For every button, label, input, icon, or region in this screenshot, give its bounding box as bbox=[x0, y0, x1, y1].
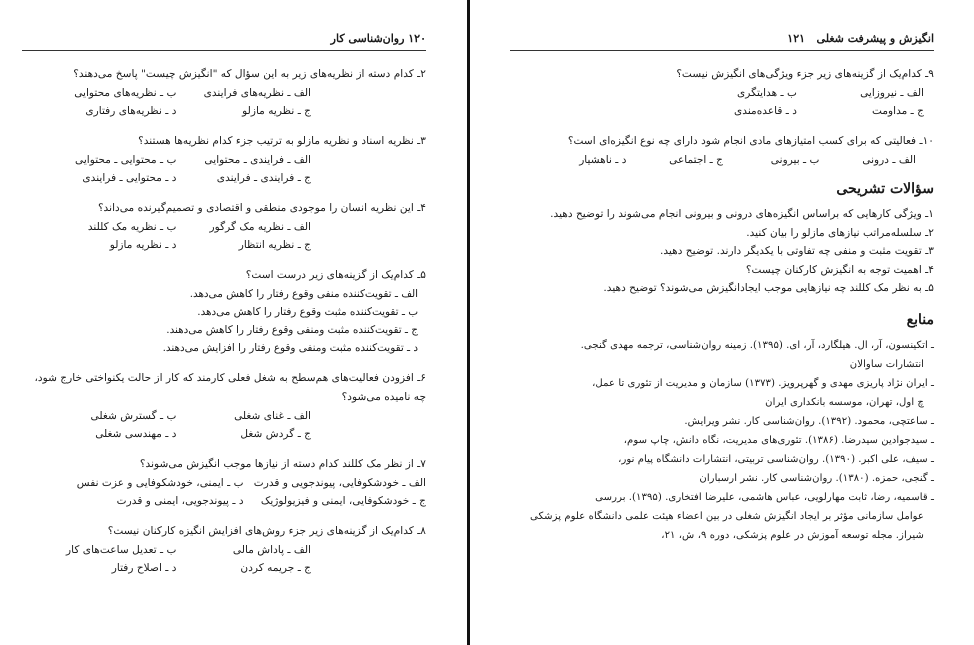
reference-item bbox=[510, 374, 934, 412]
question-5 bbox=[22, 266, 426, 357]
right-page-title: انگیزش و پیشرفت شغلی bbox=[816, 31, 934, 45]
option-a: الف ـ پاداش مالی bbox=[232, 544, 311, 556]
reference-continuation: چ اول، تهران، موسسه بانکداری ایران bbox=[765, 396, 924, 408]
left-page-header bbox=[22, 30, 426, 46]
right-page-number: ۱۲۱ bbox=[787, 31, 806, 45]
question-options bbox=[22, 474, 426, 510]
question-options bbox=[22, 151, 426, 187]
option-b: ب ـ گسترش شغلی bbox=[90, 410, 177, 422]
option-a: الف ـ غنای شغلی bbox=[234, 410, 311, 422]
right-page-header bbox=[510, 30, 934, 46]
question-text: ۶ـ افزودن فعالیت‌های هم‌سطح به شغل فعلی کارمند که کار از حالت یکنواختی خارج شود، چه نامیده می‌شود؟ bbox=[34, 372, 426, 403]
option-d: د ـ نظریه‌های رفتاری bbox=[85, 105, 177, 117]
reference-item bbox=[510, 469, 934, 488]
question-2 bbox=[22, 65, 426, 120]
question-text: ۸ـ کدام‌یک از گزینه‌های زیر جزء روش‌های افزایش انگیزه کارکنان نیست؟ bbox=[107, 525, 426, 537]
question-text: ۵ـ کدام‌یک از گزینه‌های زیر درست است؟ bbox=[245, 269, 426, 281]
reference-item bbox=[510, 412, 934, 431]
references-title: منابع bbox=[906, 311, 934, 328]
descriptive-item: ۳ـ تقویت مثبت و منفی چه تفاوتی با یکدیگر دارند. توضیح دهید. bbox=[660, 245, 934, 257]
question-text: ۲ـ کدام دسته از نظریه‌های زیر به این سؤال که "انگیزش چیست" پاسخ می‌دهند؟ bbox=[73, 68, 426, 80]
option-b: ب ـ بیرونی bbox=[770, 154, 820, 166]
descriptive-item: ۱ـ ویژگی کارهایی که براساس انگیزه‌های درونی و بیرونی انجام می‌شوند را توضیح دهید. bbox=[550, 208, 934, 220]
option-a: الف ـ تقویت‌کننده منفی وقوع رفتار را کاهش می‌دهد. bbox=[189, 288, 418, 300]
descriptive-item: ۵ـ به نظر مک کللند چه نیازهایی موجب ایجادانگیزش می‌شوند؟ توضیح دهید. bbox=[603, 282, 934, 294]
reference-text: ـ سیدجوادین سیدرضا. (۱۳۸۶). تئوری‌های مدیریت، نگاه دانش، چاپ سوم، bbox=[623, 434, 934, 446]
question-options bbox=[22, 218, 426, 254]
question-options bbox=[22, 541, 426, 577]
option-d: د ـ تقویت‌کننده مثبت ومنفی وقوع رفتار را افزایش می‌دهند. bbox=[162, 342, 418, 354]
option-d: د ـ محتوایی ـ فرایندی bbox=[82, 172, 177, 184]
question-7 bbox=[22, 455, 426, 510]
option-d: د ـ قاعده‌مندی bbox=[733, 105, 797, 117]
option-c: ج ـ مداومت bbox=[871, 105, 924, 117]
question-text: ۹ـ کدام‌یک از گزینه‌های زیر جزء ویژگی‌های انگیزش نیست؟ bbox=[676, 68, 934, 80]
option-d: د ـ مهندسی شغلی bbox=[95, 428, 177, 440]
references-list bbox=[510, 336, 934, 545]
reference-text: ـ ایران نژاد پاریزی مهدی و گهرپرویز. (۱۳۷۳) سازمان و مدیریت از تئوری تا عمل، bbox=[592, 377, 934, 389]
question-options bbox=[510, 84, 934, 120]
descriptive-questions-title: سؤالات تشریحی bbox=[836, 181, 934, 197]
question-options bbox=[22, 285, 426, 357]
question-text: ۳ـ نظریه اسناد و نظریه مازلو به ترتیب جزء کدام نظریه‌ها هستند؟ bbox=[138, 135, 426, 147]
header-rule bbox=[22, 50, 426, 51]
reference-text: ـ اتکینسون، آر، ال. هیلگارد، آر، ای. (۱۳۹۵). زمینه روان‌شناسی، ترجمه مهدی گنجی. bbox=[580, 339, 934, 351]
option-a: الف ـ فرایندی ـ محتوایی bbox=[204, 154, 311, 166]
question-3 bbox=[22, 132, 426, 187]
reference-item bbox=[510, 450, 934, 469]
left-page bbox=[0, 0, 452, 645]
option-a: الف ـ نظریه مک گرگور bbox=[209, 221, 311, 233]
question-8 bbox=[22, 522, 426, 577]
option-b: ب ـ ایمنی، خودشکوفایی و عزت نفس bbox=[76, 477, 244, 489]
question-options bbox=[22, 84, 426, 120]
option-b: ب ـ تعدیل ساعت‌های کار bbox=[66, 544, 177, 556]
option-b: ب ـ هدایتگری bbox=[736, 87, 797, 99]
option-c: ج ـ نظریه مازلو bbox=[242, 105, 311, 117]
option-b: ب ـ نظریه‌های محتوایی bbox=[74, 87, 177, 99]
option-a: الف ـ نیروزایی bbox=[860, 87, 924, 99]
option-b: ب ـ تقویت‌کننده مثبت وقوع رفتار را کاهش می‌دهد. bbox=[197, 306, 418, 318]
question-9 bbox=[510, 65, 934, 120]
option-b: ب ـ نظریه مک کللند bbox=[87, 221, 177, 233]
left-page-number: ۱۲۰ bbox=[408, 31, 426, 45]
page-divider bbox=[467, 0, 470, 645]
reference-text: ـ سیف، علی اکبر. (۱۳۹۰). روان‌شناسی تربیتی، انتشارات دانشگاه پیام نور، bbox=[618, 453, 934, 465]
option-c: ج ـ نظریه انتظار bbox=[238, 239, 311, 251]
reference-continuation: انتشارات ساوالان bbox=[849, 358, 924, 370]
reference-item bbox=[510, 336, 934, 374]
option-d: د ـ اصلاح رفتار bbox=[111, 562, 177, 574]
option-d: د ـ پیوندجویی، ایمنی و قدرت bbox=[116, 495, 244, 507]
option-a: الف ـ نظریه‌های فرایندی bbox=[203, 87, 311, 99]
option-a: الف ـ خودشکوفایی، پیوندجویی و قدرت bbox=[253, 477, 426, 489]
descriptive-item: ۴ـ اهمیت توجه به انگیزش کارکنان چیست؟ bbox=[745, 263, 934, 276]
right-page bbox=[480, 0, 974, 645]
question-options bbox=[22, 407, 426, 443]
left-page-title: روان‌شناسی کار bbox=[330, 31, 405, 45]
question-10 bbox=[510, 132, 934, 169]
question-text: ۴ـ این نظریه انسان را موجودی منطقی و اقتصادی و تصمیم‌گیرنده می‌داند؟ bbox=[97, 202, 426, 214]
option-d: د ـ ناهشیار bbox=[579, 154, 627, 166]
option-c: ج ـ فرایندی ـ فرایندی bbox=[216, 172, 311, 184]
question-6 bbox=[22, 369, 426, 443]
reference-item bbox=[510, 431, 934, 450]
header-rule bbox=[510, 50, 934, 51]
option-a: الف ـ درونی bbox=[862, 154, 916, 166]
reference-continuation: عوامل سازمانی مؤثر بر ایجاد انگیزش شغلی در بین اعضاء هیئت علمی دانشگاه علوم پزشکی شیراز. مجله توسعه آموزش در علوم پزشکی، دوره ۹، ش، ۲۱، bbox=[530, 510, 924, 541]
reference-text: ـ گنجی، حمزه. (۱۳۸۰). روان‌شناسی کار. نشر ارسباران bbox=[699, 472, 934, 484]
option-c: ج ـ گردش شغل bbox=[240, 428, 311, 440]
option-c: ج ـ اجتماعی bbox=[669, 154, 723, 166]
option-b: ب ـ محتوایی ـ محتوایی bbox=[75, 154, 177, 166]
descriptive-questions-list bbox=[510, 205, 934, 298]
reference-item bbox=[510, 488, 934, 545]
option-d: د ـ نظریه مازلو bbox=[109, 239, 177, 251]
question-4 bbox=[22, 199, 426, 254]
reference-text: ـ قاسمیه، رضا، ثابت مهارلویی، عباس هاشمی، علیرضا افتخاری. (۱۳۹۵). بررسی bbox=[595, 491, 934, 503]
question-text: ۷ـ از نظر مک کللند کدام دسته از نیازها موجب انگیزش می‌شوند؟ bbox=[139, 458, 426, 470]
question-text: ۱۰ـ فعالیتی که برای کسب امتیازهای مادی انجام شود دارای چه نوع انگیزه‌ای است؟ bbox=[567, 135, 934, 147]
right-page-header-title bbox=[787, 32, 934, 45]
option-c: ج ـ خودشکوفایی، ایمنی و فیزیولوژیک bbox=[260, 495, 426, 507]
question-options bbox=[510, 151, 934, 169]
reference-text: ـ ساعتچی، محمود. (۱۳۹۲). روان‌شناسی کار. نشر ویرایش. bbox=[684, 415, 934, 427]
option-c: ج ـ جریمه کردن bbox=[240, 562, 311, 574]
option-c: ج ـ تقویت‌کننده مثبت ومنفی وقوع رفتار را کاهش می‌دهند. bbox=[166, 324, 418, 336]
descriptive-item: ۲ـ سلسله‌مراتب نیازهای مازلو را بیان کنید. bbox=[746, 226, 934, 239]
left-page-header-title bbox=[331, 32, 426, 45]
